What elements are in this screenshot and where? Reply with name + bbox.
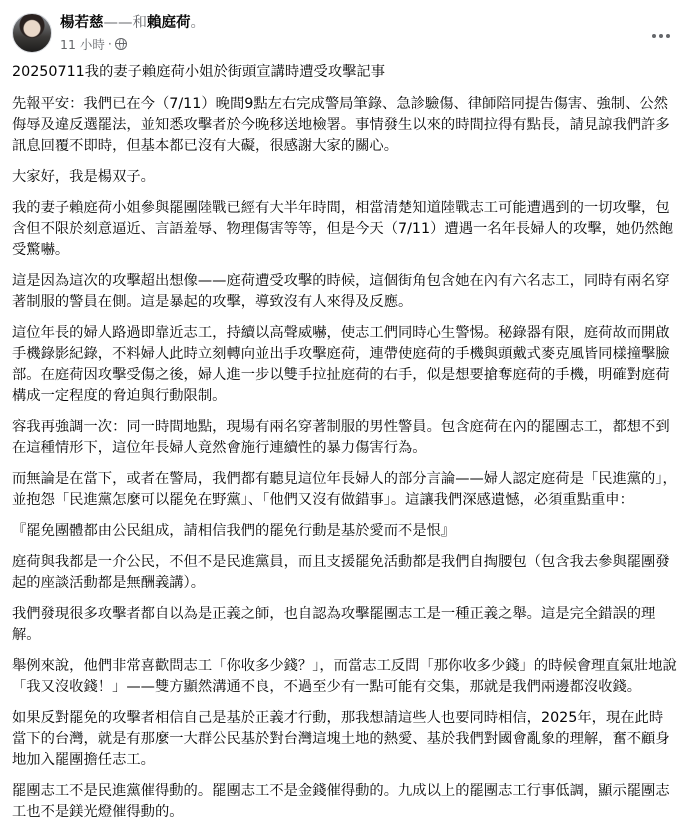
paragraph: 先報平安：我們已在今（7/11）晚間9點左右完成警局筆錄、急診驗傷、律師陪同提告傷害、強制、公然侮辱及違反選罷法，並知悉攻擊者於今晚移送地檢署。事情發生以來的時間拉得有點長，請見諒我們許多訊息回覆不即時，但基本都已沒有大礙，很感謝大家的關心。: [12, 96, 670, 154]
post-subline: [60, 35, 205, 53]
globe-icon[interactable]: [115, 38, 127, 50]
paragraph: 如果反對罷免的攻擊者相信自己是基於正義才行動，那我想請這些人也要同時相信，2025年，現在此時當下的台灣，就是有那麼一大群公民基於對台灣這塊土地的熱愛、基於我們對國會亂象的理解，奮不顧身地加入罷團擔任志工。: [12, 710, 670, 768]
paragraph: 罷團志工不是民進黨催得動的。罷團志工不是金錢催得動的。九成以上的罷團志工行事低調，顯示罷團志工也不是鎂光燈催得動的。: [12, 783, 670, 820]
author-avatar[interactable]: [12, 13, 52, 53]
post-meta: [60, 14, 205, 53]
more-options-icon: [652, 34, 656, 38]
more-options-dot: [666, 34, 670, 38]
paragraph: 我們發現很多攻擊者都自以為是正義之師，也自認為攻擊罷團志工是一種正義之舉。這是完全錯誤的理解。: [12, 606, 656, 643]
author-name[interactable]: 楊若慈: [60, 14, 104, 31]
paragraph: 庭荷與我都是一介公民，不但不是民進黨員，而且支援罷免活動都是我們自掏腰包（包含我去參與罷團發起的座談活動都是無酬義講）。: [12, 554, 670, 591]
paragraph: 我的妻子賴庭荷小姐參與罷團陸戰已經有大半年時間，相當清楚知道陸戰志工可能遭遇到的一切攻擊，包含但不限於刻意逼近、言語羞辱、物理傷害等等，但是今天（7/11）遭遇一名年長婦人的攻擊，她仍然飽受驚嚇。: [12, 200, 674, 258]
post-header: [12, 0, 681, 62]
name-suffix: 。: [190, 14, 205, 31]
paragraph: 容我再強調一次：同一時間地點，現場有兩名穿著制服的男性警員。包含庭荷在內的罷團志工，都想不到在這種情形下，這位年長婦人竟然會施行連續性的暴力傷害行為。: [12, 419, 670, 456]
paragraph: 這是因為這次的攻擊超出想像——庭荷遭受攻擊的時候，這個街角包含她在內有六名志工，同時有兩名穿著制服的警員在側。這是暴起的攻擊，導致沒有人來得及反應。: [12, 273, 670, 310]
more-options-button[interactable]: [643, 22, 679, 50]
tagged-user-name[interactable]: 賴庭荷: [147, 14, 191, 31]
post-timestamp[interactable]: 11 小時: [60, 36, 105, 52]
paragraph: 而無論是在當下，或者在警局，我們都有聽見這位年長婦人的部分言論——婦人認定庭荷是「民進黨的」，並抱怨「民進黨怎麼可以罷免在野黨」、「他們又沒有做錯事」。這讓我們深感遺憾，必須重點重申：: [12, 471, 677, 508]
more-options-dot: [659, 34, 663, 38]
tag-connector: ——和: [103, 14, 147, 31]
paragraph: 這位年長的婦人路過即靠近志工，持續以高聲威嚇，使志工們同時心生警惕。秘錄器有限，庭荷故而開啟手機錄影紀錄，不料婦人此時立刻轉向並出手攻擊庭荷，連帶使庭荷的手機與頭戴式麥克風皆同樣撞擊臉部。在庭荷因攻擊受傷之後，婦人進一步以雙手拉扯庭荷的右手，似是想要搶奪庭荷的手機，明確對庭荷構成一定程度的脅迫與行動限制。: [12, 325, 670, 404]
post-title: 20250711我的妻子賴庭荷小姐於街頭宣講時遭受攻擊記事: [12, 64, 386, 80]
separator-dot: ·: [107, 36, 112, 51]
paragraph: 大家好，我是楊双子。: [12, 169, 155, 185]
quote-paragraph: 『罷免團體都由公民組成，請相信我們的罷免行動是基於愛而不是恨』: [12, 523, 456, 539]
paragraph: 舉例來說，他們非常喜歡問志工「你收多少錢？」，而當志工反問「那你收多少錢」的時候會理直氣壯地說「我又沒收錢！」——雙方顯然溝通不良，不過至少有一點可能有交集，那就是我們兩邊都沒收錢。: [12, 658, 677, 695]
post-body: [12, 62, 681, 823]
post-author-line: [60, 14, 205, 33]
